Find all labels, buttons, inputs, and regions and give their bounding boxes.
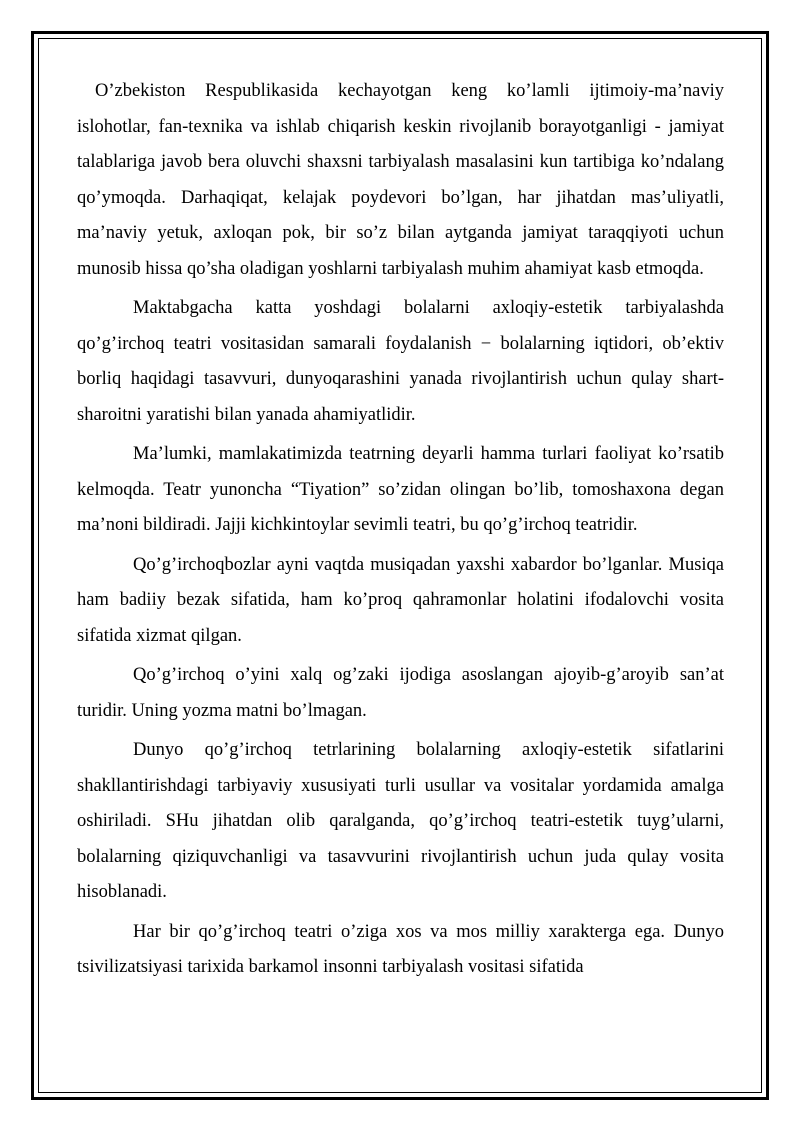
paragraph: Maktabgacha katta yoshdagi bolalarni axloqiy-estetik tarbiyalashda qo’g’irchoq teatri vositasidan samarali foydalanish − bolalarning iqtidori, ob’ektiv borliq haqidagi tasavvuri, dunyoqarashini yanada rivojlantirish uchun qulay shart-sharoitni yaratishi bilan yanada ahamiyatlidir. xyxy=(77,298,724,425)
paragraph: Qo’g’irchoqbozlar ayni vaqtda musiqadan yaxshi xabardor bo’lganlar. Musiqa ham badiiy bezak sifatida, ham ko’proq qahramonlar holatini ifodalovchi vosita sifatida xizmat qilgan. xyxy=(77,554,724,646)
paragraph: Ma’lumki, mamlakatimizda teatrning deyarli hamma turlari faoliyat ko’rsatib kelmoqda. Teatr yunoncha “Tiyation” so’zidan olingan bo’lib, tomoshaxona degan ma’noni bildiradi. Jajji kichkintoylar sevimli teatri, bu qo’g’irchoq teatridir. xyxy=(77,444,724,535)
paragraph: O’zbekiston Respublikasida kechayotgan keng ko’lamli ijtimoiy-ma’naviy islohotlar, fan-texnika va ishlab chiqarish keskin rivojlanib borayotganligi - jamiyat talablariga javob bera oluvchi shaxsni tarbiyalash masalasini kun tartibiga ko’ndalang qo’ymoqda. Darhaqiqat, kelajak poydevori bo’lgan, har jihatdan mas’uliyatli, ma’naviy yetuk, axloqan pok, bir so’z bilan aytganda jamiyat taraqqiyoti uchun munosib hissa qo’sha oladigan yoshlarni tarbiyalash muhim ahamiyat kasb etmoqda. xyxy=(77,81,724,279)
paragraph: Har bir qo’g’irchoq teatri o’ziga xos va mos milliy xarakterga ega. Dunyo tsivilizatsiyasi tarixida barkamol insonni tarbiyalash vositasi sifatida xyxy=(77,921,724,977)
paragraph: Dunyo qo’g’irchoq tetrlarining bolalarning axloqiy-estetik sifatlarini shakllantirishdagi tarbiyaviy xususiyati turli usullar va vositalar yordamida amalga oshiriladi. SHu jihatdan olib qaralganda, qo’g’irchoq teatri-estetik tuyg’ularni, bolalarning qiziquvchanligi va tasavvurini rivojlantirish uchun juda qulay vosita hisoblanadi. xyxy=(77,740,724,902)
document-body xyxy=(77,74,724,990)
paragraph: Qo’g’irchoq o’yini xalq og’zaki ijodiga asoslangan ajoyib-g’aroyib san’at turidir. Uning yozma matni bo’lmagan. xyxy=(77,665,724,721)
